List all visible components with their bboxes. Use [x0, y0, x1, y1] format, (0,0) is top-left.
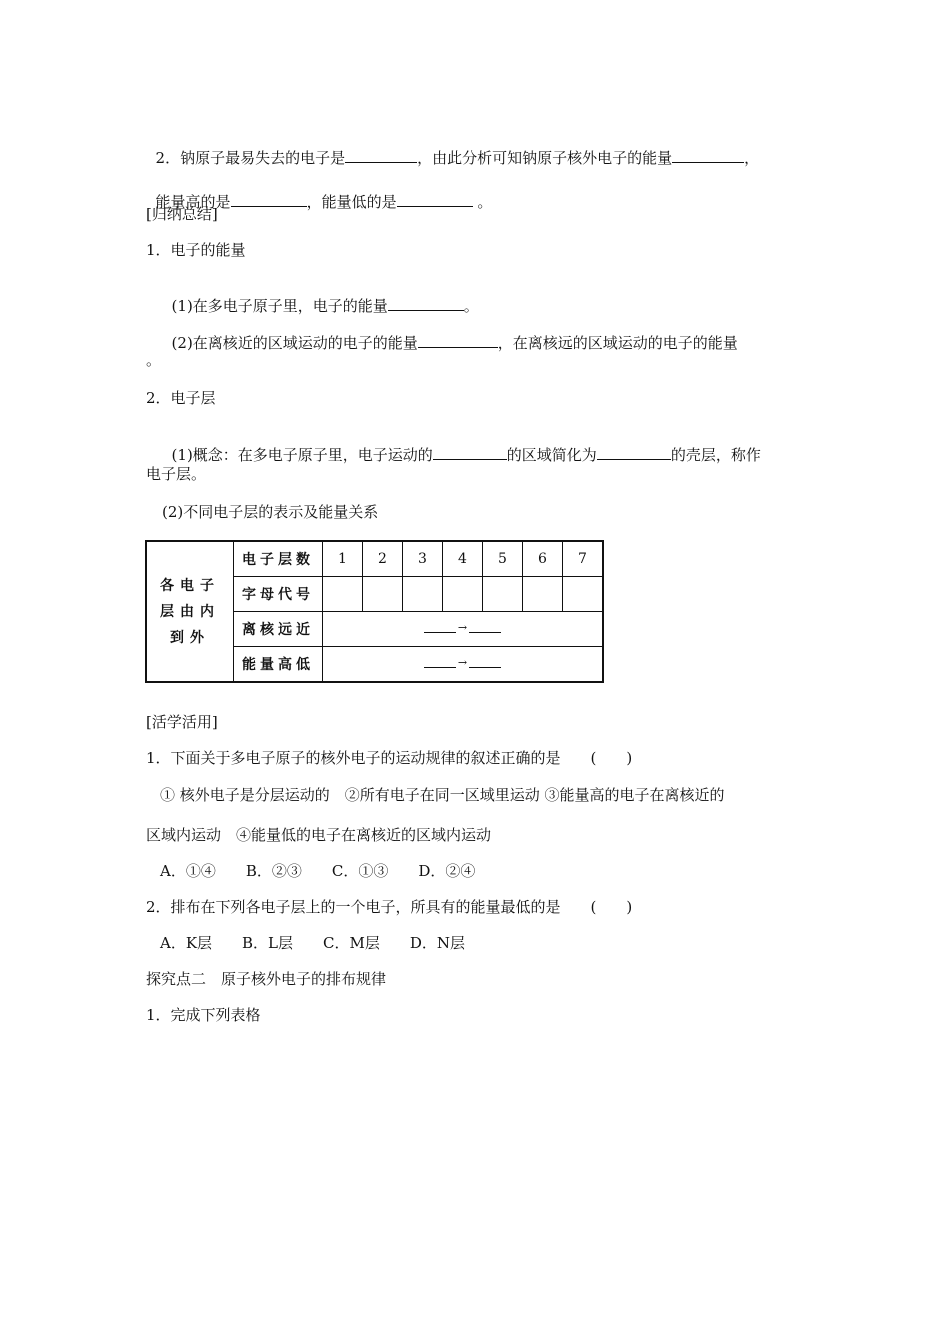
answer-blank[interactable] — [345, 148, 417, 163]
answer-blank[interactable] — [388, 296, 464, 311]
practice-q1-options: ① 核外电子是分层运动的 ②所有电子在同一区域里运动 ③能量高的电子在离核近的 — [160, 786, 725, 804]
summary-item1-title: 1．电子的能量 — [146, 241, 246, 259]
side-line-2: 层由内 — [160, 603, 220, 620]
energy-arrow-cell — [323, 647, 604, 683]
electron-shell-table — [145, 540, 604, 683]
q2-text-1: 2．钠原子最易失去的电子是 — [155, 149, 346, 167]
letter-code-cell[interactable] — [403, 577, 443, 612]
summary-item2-title: 2．电子层 — [146, 389, 216, 407]
summary-item2-a-cont: 电子层。 — [146, 465, 207, 483]
shell-number: 2 — [363, 541, 403, 577]
shell-number: 1 — [323, 541, 363, 577]
s1a-end: 。 — [463, 297, 479, 315]
section2-item1: 1．完成下列表格 — [146, 1006, 261, 1024]
shell-number: 7 — [563, 541, 604, 577]
practice-q1: 1．下面关于多电子原子的核外电子的运动规律的叙述正确的是 ( ) — [146, 749, 633, 767]
answer-blank[interactable] — [397, 192, 473, 207]
q2-text-5: ，能量低的是 — [306, 193, 397, 211]
practice-q2: 2．排布在下列各电子层上的一个电子，所具有的能量最低的是 ( ) — [146, 898, 633, 916]
answer-blank[interactable] — [424, 657, 456, 668]
arrow-right-icon: → — [424, 622, 501, 633]
letter-code-cell[interactable] — [563, 577, 604, 612]
side-line-3: 到外 — [170, 629, 210, 646]
letter-code-cell[interactable] — [523, 577, 563, 612]
answer-blank[interactable] — [418, 333, 498, 348]
practice-heading: [活学活用] — [146, 713, 218, 731]
summary-item1-b-end: 。 — [146, 351, 162, 369]
practice-q1-options-cont: 区域内运动 ④能量低的电子在离核近的区域内运动 — [146, 826, 492, 844]
s2a-end: 的壳层，称作 — [670, 446, 761, 464]
letter-code-cell[interactable] — [483, 577, 523, 612]
row-label-shell-number: 电子层数 — [234, 541, 323, 577]
s2a-text: (1)概念：在多电子原子里，电子运动的 — [171, 446, 433, 464]
answer-blank[interactable] — [672, 148, 744, 163]
distance-arrow-cell — [323, 612, 604, 647]
s1b-mid: ，在离核远的区域运动的电子的能量 — [497, 334, 738, 352]
q2-text-2: ，由此分析可知钠原子核外电子的能量 — [417, 149, 673, 167]
answer-blank[interactable] — [469, 622, 501, 633]
shell-number: 3 — [403, 541, 443, 577]
row-label-distance: 离核远近 — [234, 612, 323, 647]
summary-heading: [归纳总结] — [146, 205, 218, 223]
shell-number: 6 — [523, 541, 563, 577]
q2-line1 — [146, 128, 759, 168]
row-label-energy: 能量高低 — [234, 647, 323, 683]
answer-blank[interactable] — [433, 445, 507, 460]
q2-text-6: 。 — [472, 193, 493, 211]
s1a-text: (1)在多电子原子里，电子的能量 — [171, 297, 388, 315]
side-line-1: 各电子 — [160, 577, 220, 594]
row-label-letter-code: 字母代号 — [234, 577, 323, 612]
shell-number: 5 — [483, 541, 523, 577]
summary-item1-a — [162, 276, 479, 316]
practice-q1-choices: A．①④ B．②③ C．①③ D．②④ — [160, 862, 476, 880]
section2-title: 探究点二 原子核外电子的排布规律 — [146, 970, 387, 988]
arrow-right-icon: → — [424, 657, 501, 668]
practice-q2-choices: A．K层 B．L层 C．M层 D．N层 — [160, 934, 466, 952]
q2-text-3: ， — [744, 149, 760, 167]
s2a-mid: 的区域简化为 — [506, 446, 597, 464]
answer-blank[interactable] — [469, 657, 501, 668]
s1b-text: (2)在离核近的区域运动的电子的能量 — [171, 334, 418, 352]
summary-item2-a — [162, 425, 761, 465]
summary-item1-b — [162, 313, 738, 353]
shell-number: 4 — [443, 541, 483, 577]
letter-code-cell[interactable] — [323, 577, 363, 612]
summary-item2-b: (2)不同电子层的表示及能量关系 — [162, 503, 379, 521]
q2-text-4: 能量高的是 — [155, 193, 231, 211]
answer-blank[interactable] — [597, 445, 671, 460]
letter-code-cell[interactable] — [443, 577, 483, 612]
answer-blank[interactable] — [231, 192, 307, 207]
answer-blank[interactable] — [424, 622, 456, 633]
table-side-header — [146, 541, 234, 682]
letter-code-cell[interactable] — [363, 577, 403, 612]
